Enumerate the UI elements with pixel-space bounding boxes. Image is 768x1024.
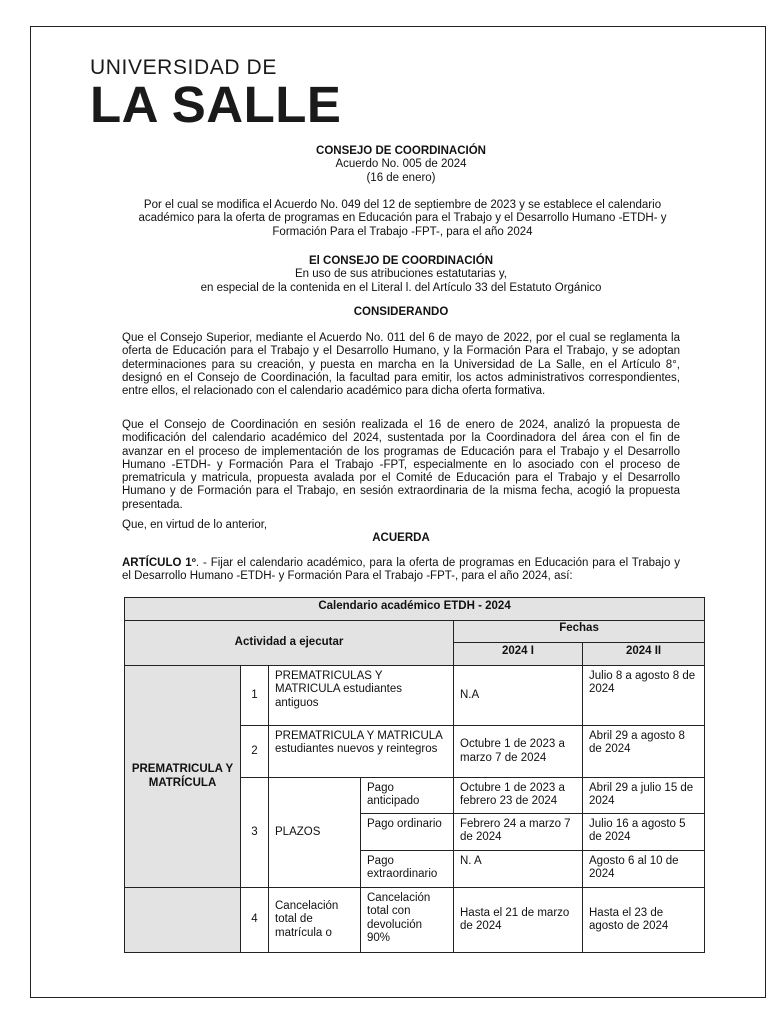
agreement-date: (16 de enero) (366, 171, 436, 184)
date-2024-2-cell: Julio 16 a agosto 5 de 2024 (583, 814, 705, 851)
date-2024-1-cell: Octubre 1 de 2023 a marzo 7 de 2024 (454, 726, 583, 778)
row-number: 4 (241, 888, 269, 953)
date-2024-1-cell: N. A (454, 851, 583, 888)
considerando-heading: CONSIDERANDO (353, 306, 449, 318)
date-2024-1-cell: Febrero 24 a marzo 7 de 2024 (454, 814, 583, 851)
row-number: 3 (241, 778, 269, 888)
considerando-paragraph-1: Que el Consejo Superior, mediante el Acuerdo No. 011 del 6 de mayo de 2022, por el cual se reglamenta la oferta de Educación para el Trabajo y el Desarrollo Humano, y la Formación Para el Trabajo, y se adoptan determinaciones para su creación, y puesta en marcha en la Universidad de La Salle, en el Artículo 8°, designó en el Consejo de Coordinación, la facultad para emitir, los actos administrativos correspondientes, entre ellos, el relacionado con el calendario académico para dicha oferta formativa. (122, 332, 680, 398)
council-block (120, 255, 682, 295)
university-logo (90, 56, 341, 131)
article-1 (122, 557, 680, 584)
academic-calendar-table (124, 597, 705, 953)
column-2024-1: 2024 I (454, 643, 583, 666)
document-header (120, 145, 682, 185)
date-2024-2-cell: Julio 8 a agosto 8 de 2024 (583, 666, 705, 726)
council-block-line-1: En uso de sus atribuciones estatutarias y, (294, 268, 507, 281)
activity-header: Actividad a ejecutar (125, 621, 454, 666)
table-title: Calendario académico ETDH - 2024 (125, 598, 705, 621)
row-number: 2 (241, 726, 269, 778)
date-2024-1-cell: Hasta el 21 de marzo de 2024 (454, 888, 583, 953)
column-2024-2: 2024 II (583, 643, 705, 666)
group-prematricula: PREMATRICULA Y MATRÍCULA (125, 666, 241, 888)
cancellation-type-cell: Cancelación total con devolución 90% (361, 888, 454, 953)
payment-type-cell: Pago extraordinario (361, 851, 454, 888)
date-2024-2-cell: Agosto 6 al 10 de 2024 (583, 851, 705, 888)
logo-line-1: UNIVERSIDAD DE (90, 56, 277, 79)
payment-type-cell: Pago ordinario (361, 814, 454, 851)
council-block-title: El CONSEJO DE COORDINACIÓN (308, 255, 494, 267)
group-cancelacion (125, 888, 241, 953)
payment-type-cell: Pago anticipado (361, 778, 454, 814)
council-block-line-2: en especial de la contenida en el Literal l. del Artículo 33 del Estatuto Orgánico (200, 281, 602, 294)
date-2024-1-cell: N.A (454, 666, 583, 726)
purpose-text: Por el cual se modifica el Acuerdo No. 049 del 12 de septiembre de 2023 y se establece el calendario académico para la oferta de programas en Educación para el Trabajo y el Desarrollo Humano -ETDH- y Formación Para el Trabajo -FPT-, para el año 2024 (138, 199, 667, 238)
considerando-paragraph-2: Que el Consejo de Coordinación en sesión realizada el 16 de enero de 2024, analizó la propuesta de modificación del calendario académico del 2024, sustentada por la Coordinadora del área con el fin de avanzar en el proceso de implementación de los programas de Educación para el Trabajo y el Desarrollo Humano -ETDH- y Formación Para el Trabajo -FPT, especialmente en lo asociado con el proceso de prematricula y matricula, propuesta avalada por el Comité de Educación para el Trabajo y el Desarrollo Humano y de Formación para el Trabajo, en sesión extraordinaria de la misma fecha, acogió la propuesta presentada. (122, 419, 680, 511)
logo-line-2: LA SALLE (90, 76, 342, 133)
row-number: 1 (241, 666, 269, 726)
acuerda-heading: ACUERDA (372, 532, 430, 544)
date-2024-2-cell: Hasta el 23 de agosto de 2024 (583, 888, 705, 953)
considerando-paragraph-3: Que, en virtud de lo anterior, (122, 519, 268, 531)
date-2024-1-cell: Octubre 1 de 2023 a febrero 23 de 2024 (454, 778, 583, 814)
activity-cell: PREMATRICULAS Y MATRICULA estudiantes antiguos (269, 666, 454, 726)
article-1-label: ARTÍCULO 1º (122, 557, 196, 569)
article-1-text: . - Fijar el calendario académico, para la oferta de programas en Educación para el Trabajo y el Desarrollo Humano -ETDH- y Formación Para el Trabajo -FPT-, para el año 2024, así: (122, 557, 680, 583)
activity-cell: PREMATRICULA Y MATRICULA estudiantes nuevos y reintegros (269, 726, 454, 778)
agreement-number: Acuerdo No. 005 de 2024 (335, 158, 467, 171)
activity-cell: Cancelación total de matrícula o (269, 888, 361, 953)
council-title: CONSEJO DE COORDINACIÓN (316, 145, 486, 157)
date-2024-2-cell: Abril 29 a julio 15 de 2024 (583, 778, 705, 814)
date-2024-2-cell: Abril 29 a agosto 8 de 2024 (583, 726, 705, 778)
dates-header: Fechas (454, 621, 705, 643)
plazos-label: PLAZOS (269, 778, 361, 888)
